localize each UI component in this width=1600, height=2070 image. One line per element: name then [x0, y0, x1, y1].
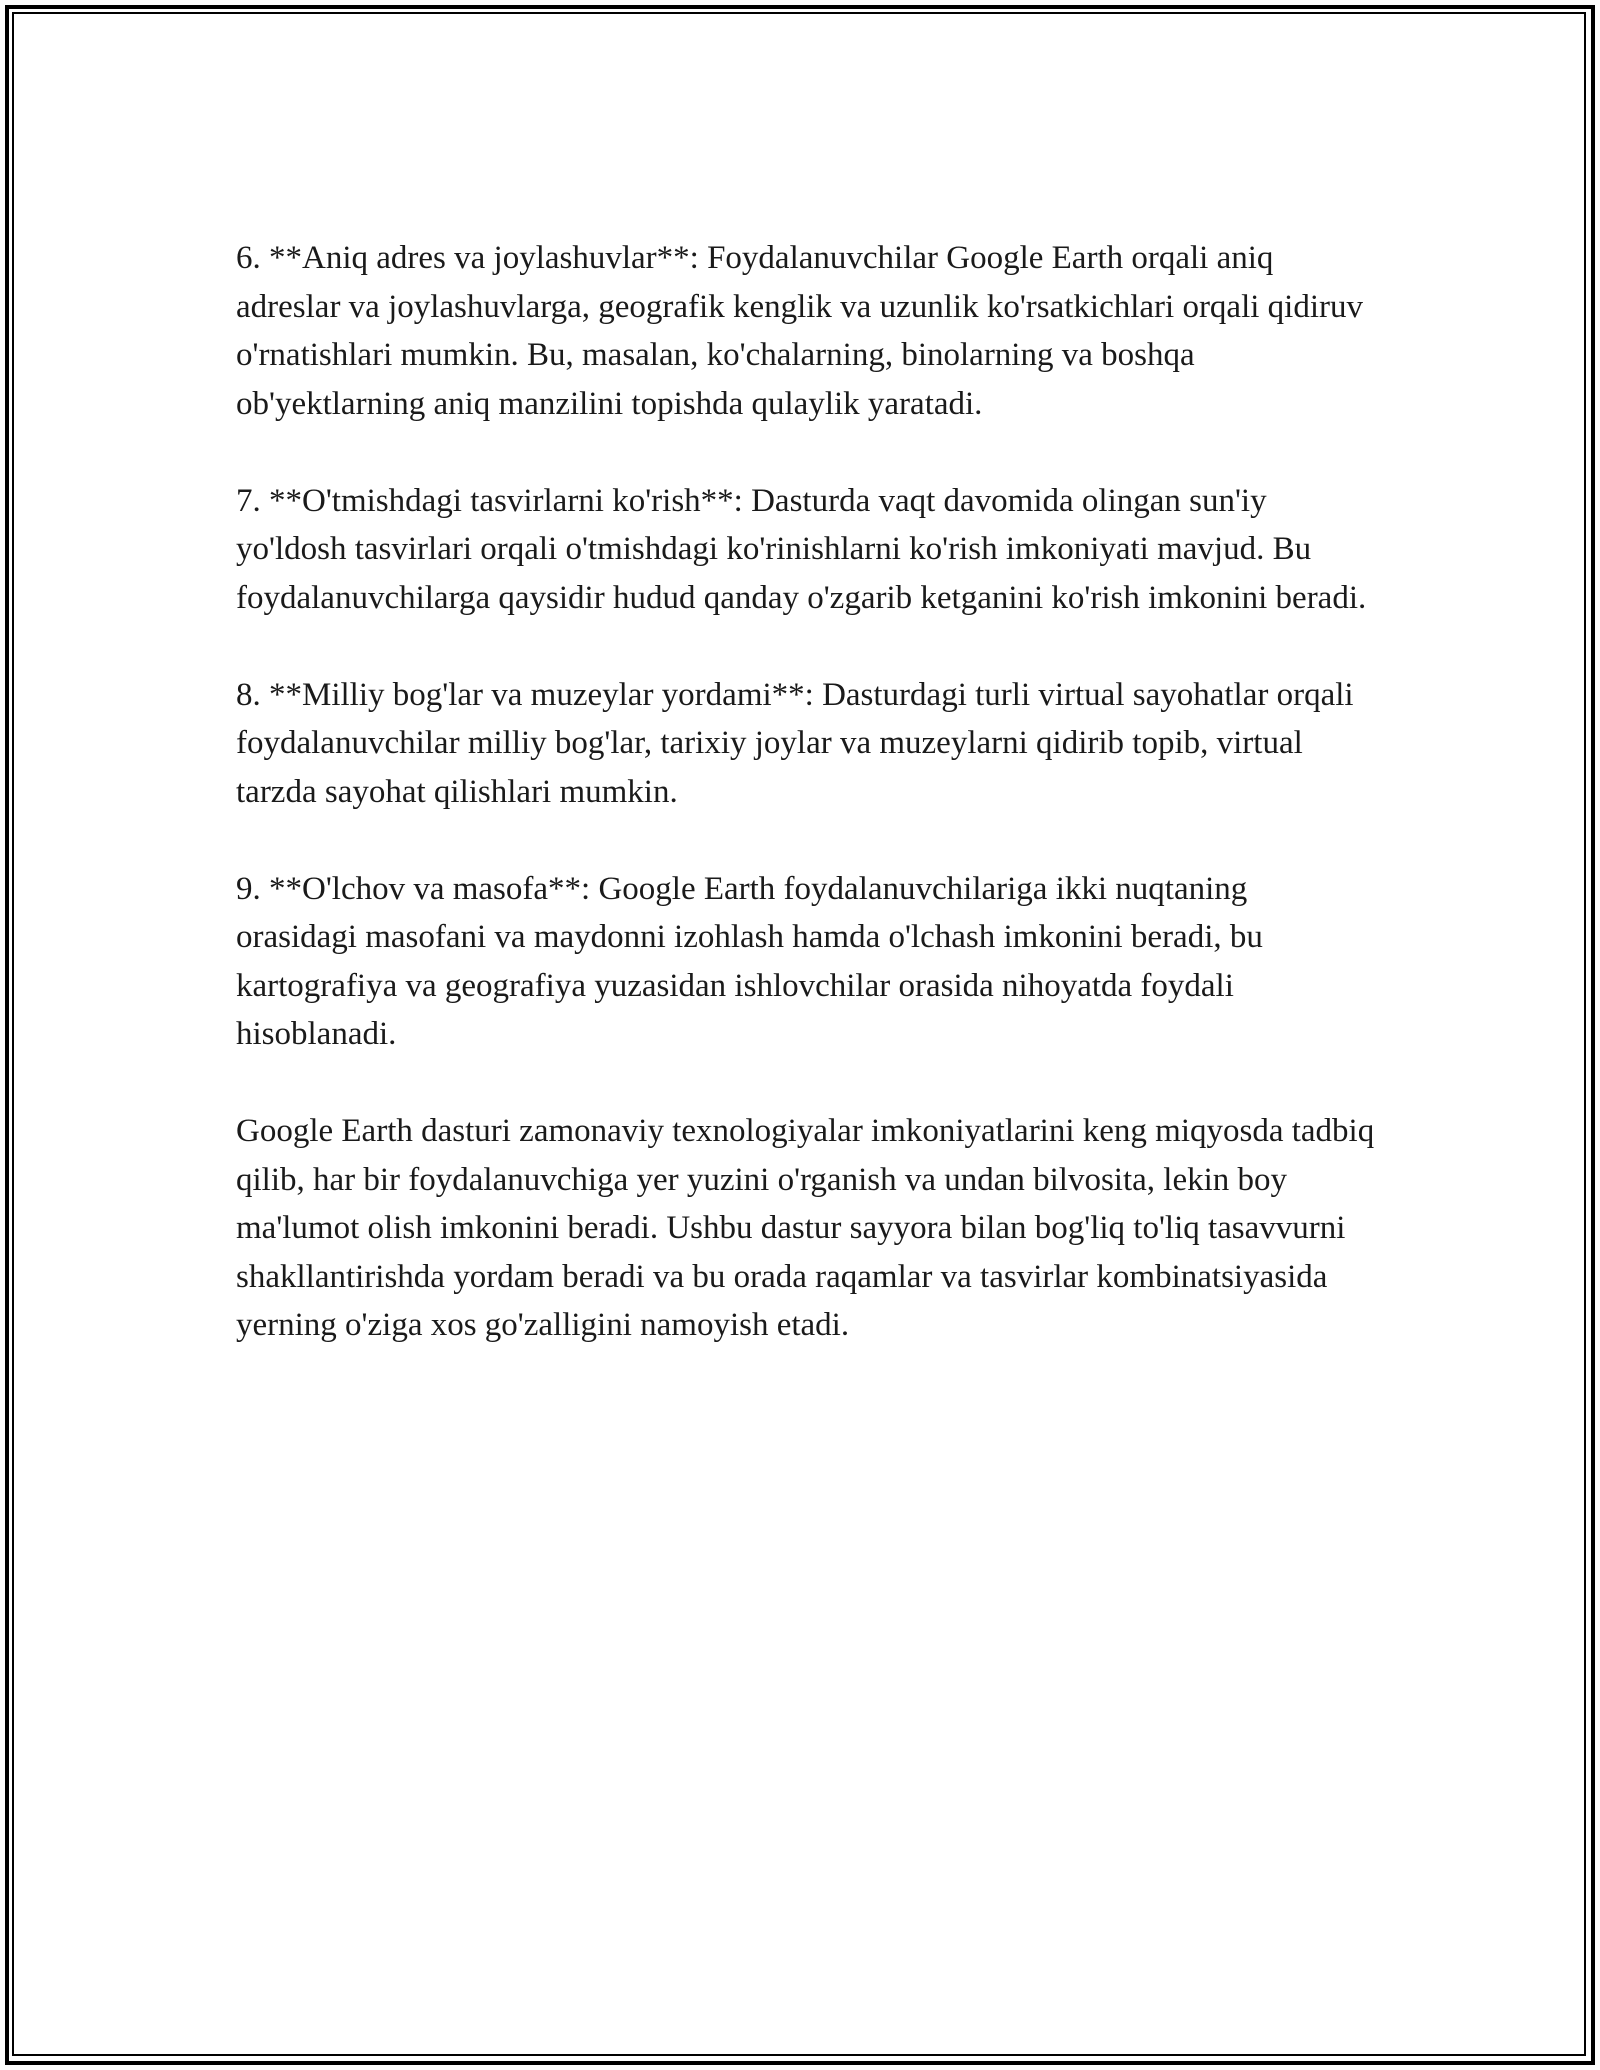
paragraph-conclusion: Google Earth dasturi zamonaviy texnologiyalar imkoniyatlarini keng miqyosda tadbiq qilib, har bir foydalanuvchiga yer yuzini o'rganish va undan bilvosita, lekin boy ma'lumot olish imkonini beradi. Ushbu dastur sayyora bilan bog'liq to'liq tasavvurni shakllantirishda yordam beradi va bu orada raqamlar va tasvirlar kombinatsiyasida yerning o'ziga xos go'zalligini namoyish etadi.: [236, 1113, 1375, 1343]
paragraph-item-9: 9. **O'lchov va masofa**: Google Earth foydalanuvchilariga ikki nuqtaning orasidagi masofani va maydonni izohlash hamda o'lchash imkonini beradi, bu kartografiya va geografiya yuzasidan ishlovchilar orasida nihoyatda foydali hisoblanadi.: [236, 870, 1263, 1052]
paragraph-item-8: 8. **Milliy bog'lar va muzeylar yordami**: Dasturdagi turli virtual sayohatlar orqali foydalanuvchilar milliy bog'lar, tarixiy joylar va muzeylarni qidirib topib, virtual tarzda sayohat qilishlari mumkin.: [236, 676, 1354, 810]
document-body: [236, 234, 1376, 1398]
paragraph-item-6: 6. **Aniq adres va joylashuvlar**: Foydalanuvchilar Google Earth orqali aniq adreslar va joylashuvlarga, geografik kenglik va uzunlik ko'rsatkichlari orqali qidiruv o'rnatishlari mumkin. Bu, masalan, ko'chalarning, binolarning va boshqa ob'yektlarning aniq manzilini topishda qulaylik yaratadi.: [236, 240, 1363, 422]
paragraph-item-7: 7. **O'tmishdagi tasvirlarni ko'rish**: Dasturda vaqt davomida olingan sun'iy yo'ldosh tasvirlari orqali o'tmishdagi ko'rinishlarni ko'rish imkoniyati mavjud. Bu foydalanuvchilarga qaysidir hudud qanday o'zgarib ketganini ko'rish imkonini beradi.: [236, 482, 1367, 616]
